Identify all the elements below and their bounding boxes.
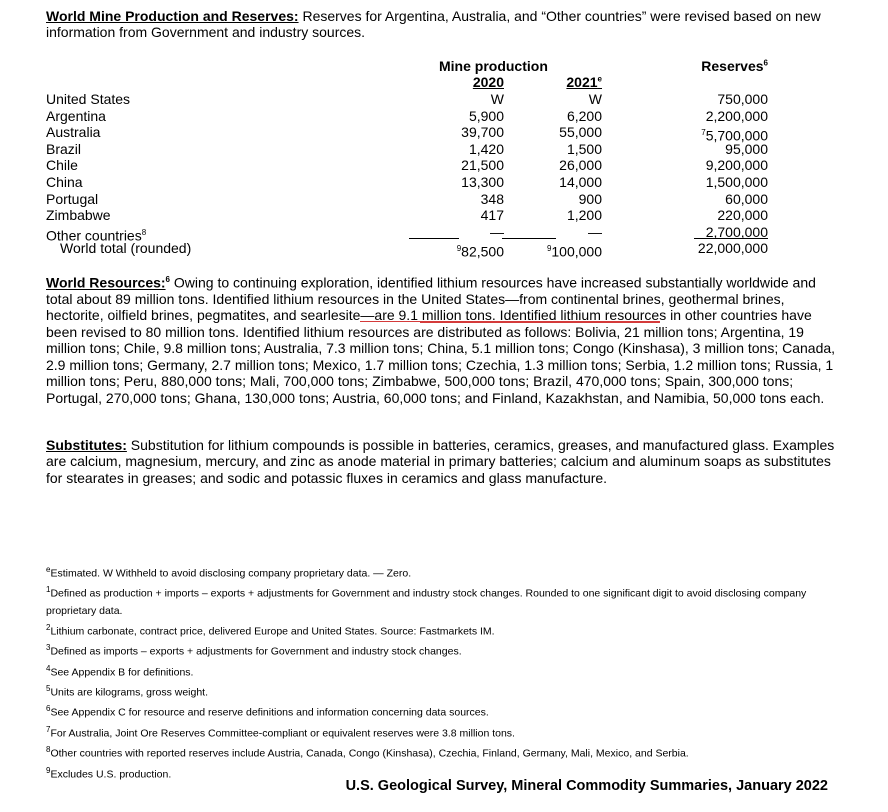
footnote: $^9$Excludes U.S. production.	[46, 765, 172, 781]
production-2021-value: —	[588, 223, 602, 240]
footnote: $^5$Units are kilograms, gross weight.	[46, 683, 209, 699]
resources-heading-sup: 6	[165, 275, 170, 284]
col-2020-header: 2020	[472, 74, 504, 90]
production-2021-value: 14,000	[559, 174, 602, 190]
substitutes-paragraph	[46, 437, 836, 486]
production-2020-value: 5,900	[468, 107, 504, 124]
table-row	[46, 191, 786, 208]
country-name: Australia	[46, 124, 101, 141]
underline-2020	[409, 238, 459, 239]
production-2021-value: 1,500	[566, 140, 602, 157]
reserves-value: 60,000	[725, 190, 768, 207]
production-2021-value: 900	[578, 190, 602, 207]
resources-text-after: Identified lithium resources in other countries have been revised to 80 million tons. Identified lithium resources are distributed as follows: Bolivia, 21 million tons; Argentina, 19 million tons; Chile, 9.8 million tons; Australia, 7.3 million tons; China, 5.1 million tons; Congo (Kinshasa), 3 million tons; Canada, 2.9 million tons; Germany, 2.7 million tons; Mexico, 1.7 million tons; Czechia, 1.3 million tons; Serbia, 1.2 million tons; Russia, 1 million tons; Peru, 880,000 tons; Mali, 700,000 tons; Zimbabwe, 500,000 tons; Brazil, 470,000 tons; Spain, 300,000 tons; Portugal, 270,000 tons; Ghana, 130,000 tons; Austria, 60,000 tons; and Finland, Kazakhstan, and Namibia, 50,000 tons each.	[46, 307, 836, 406]
production-2021-value: 55,000	[559, 124, 602, 141]
production-2021-value: 6,200	[566, 107, 602, 124]
total-2020: $^9$82,500	[456, 244, 504, 261]
table-row-total	[46, 240, 786, 261]
substitutes-heading: Substitutes:	[46, 437, 127, 453]
reserves-header: Reserves$^6$	[701, 58, 768, 74]
production-2021-value: 26,000	[559, 157, 602, 174]
production-2020-value: 1,420	[468, 140, 504, 157]
production-text: Reserves for Argentina, Australia, and “Other countries” were revised based on new information from Government and industry sources.	[46, 8, 821, 41]
production-2020-value: —	[490, 223, 504, 240]
country-name: Zimbabwe	[46, 207, 111, 224]
table-row	[46, 124, 786, 144]
reserves-value: $^7$5,700,000	[701, 127, 768, 144]
production-2020-value: 348	[480, 190, 504, 207]
footnote: $^1$Defined as production + imports – exports + adjustments for Government and industry stock changes. Rounded to one significant digit to avoid disclosing company proprietary data.	[46, 585, 807, 617]
footnotes	[46, 562, 836, 783]
reserves-value: 2,200,000	[705, 107, 768, 124]
production-2020-value: 13,300	[461, 174, 504, 190]
country-name: Brazil	[46, 140, 82, 157]
footnote: $^e$Estimated. W Withheld to avoid disclosing company proprietary data. — Zero.	[46, 565, 412, 580]
production-2021-value: W	[588, 91, 602, 107]
reserves-value: 1,500,000	[705, 174, 768, 190]
production-2020-value: 417	[480, 207, 504, 224]
footnote: $^7$For Australia, Joint Ore Reserves Committee-compliant or equivalent reserves were 3.8 million tons.	[46, 724, 515, 740]
country-name: Portugal	[46, 190, 99, 207]
resources-heading: World Resources:	[46, 274, 166, 291]
table-row	[46, 91, 786, 108]
country-name: China	[46, 174, 83, 190]
country-name: Argentina	[46, 107, 106, 124]
table-row	[46, 141, 786, 158]
mine-production-header: Mine production	[439, 58, 548, 74]
reserves-value: 2,700,000	[705, 223, 768, 240]
production-paragraph	[46, 8, 836, 41]
footnote: $^3$Defined as imports – exports + adjustments for Government and industry stock changes.	[46, 643, 462, 658]
reserves-value: 9,200,000	[705, 157, 768, 174]
total-2021: $^9$100,000	[546, 244, 602, 261]
country-name: Other countries$^8$	[46, 227, 147, 244]
production-2020-value: 21,500	[461, 157, 504, 174]
production-heading: World Mine Production and Reserves:	[46, 8, 299, 24]
footnote: $^8$Other countries with reported reserves include Austria, Canada, Congo (Kinshasa), Czechia, Finland, Germany, Mali, Mexico, and Serbia.	[46, 745, 689, 760]
footnote: $^2$Lithium carbonate, contract price, delivered Europe and United States. Source: Fastmarkets IM.	[46, 622, 495, 638]
underline-2021	[502, 238, 556, 239]
country-name: United States	[46, 91, 131, 107]
production-2020-value: 39,700	[461, 124, 504, 141]
table-row	[46, 108, 786, 125]
country-name: Chile	[46, 157, 78, 174]
substitutes-text: Substitution for lithium compounds is possible in batteries, ceramics, greases, and manufactured glass. Examples are calcium, magnesium, mercury, and zinc as anode material in primary batteries; calcium and aluminum soaps as substitutes for stearates in greases; and sodic and potassic fluxes in ceramics and glass manufacture.	[46, 437, 835, 486]
reserves-value: 220,000	[717, 207, 768, 224]
footnote: $^4$See Appendix B for definitions.	[46, 663, 194, 679]
citation: U.S. Geological Survey, Mineral Commodity Summaries, January 2022	[345, 778, 828, 794]
table-row	[46, 157, 786, 174]
production-2021-value: 1,200	[566, 207, 602, 224]
resources-text-highlight: searlesite—are 9.1 million tons.	[300, 307, 496, 324]
production-2020-value: W	[490, 91, 504, 107]
table-row	[46, 174, 786, 191]
resources-paragraph	[46, 272, 836, 406]
table-row	[46, 207, 786, 224]
total-reserves: 22,000,000	[697, 240, 768, 257]
resources-text-before: Owing to continuing exploration, identified lithium resources have increased substantially worldwide and total about 89 million tons. Identified lithium resources in the United States—from continental brines, geothermal brines, hectorite, oilfield brines, pegmatites, and	[46, 274, 816, 324]
red-annotation-line-2	[420, 322, 660, 323]
reserves-value: 95,000	[725, 140, 768, 157]
underline-reserves	[694, 238, 768, 239]
reserves-value: 750,000	[717, 91, 768, 107]
col-2021-header: 2021e	[566, 74, 602, 90]
footnote: $^6$See Appendix C for resource and reserve definitions and information concerning data sources.	[46, 704, 489, 719]
total-label: World total (rounded)	[60, 240, 192, 257]
